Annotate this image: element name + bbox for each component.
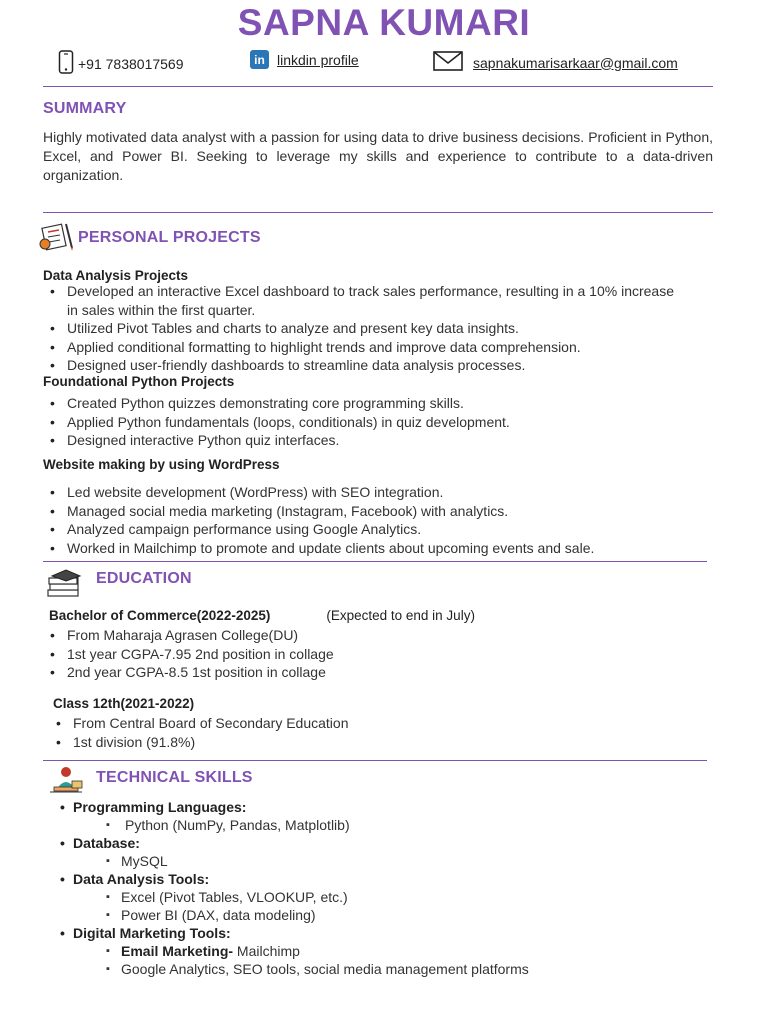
list-item: • 2nd year CGPA-8.5 1st position in collage — [43, 663, 643, 682]
contact-phone — [58, 50, 184, 77]
summary-text: Highly motivated data analyst with a passion for using data to drive business decisions. Proficient in Python, Excel, and Power BI. Seeking to leverage my skills and experience to contribute to a data-driven organization. — [43, 129, 713, 183]
list-item: • 1st division (91.8%) — [49, 733, 649, 752]
skills-title: TECHNICAL SKILLS — [96, 769, 253, 786]
skill-sublabel: Email Marketing- — [121, 943, 234, 959]
skill-item: ▪ Python (NumPy, Pandas, Matplotlib) — [55, 816, 529, 834]
list-item: • From Central Board of Secondary Education — [49, 714, 649, 733]
candidate-name: SAPNA KUMARI — [237, 2, 531, 43]
divider — [43, 212, 713, 213]
email-link[interactable]: sapnakumarisarkaar@gmail.com — [473, 54, 678, 71]
skill-item: ▪ MySQL — [55, 852, 529, 870]
projects-icon — [38, 220, 76, 259]
education-icon — [46, 568, 84, 605]
summary-title: SUMMARY — [43, 100, 127, 117]
list-item: • Led website development (WordPress) with SEO integration. — [43, 483, 703, 502]
project-group-title: Website making by using WordPress — [43, 457, 280, 472]
list-item: • Analyzed campaign performance using Google Analytics. — [43, 520, 703, 539]
skill-item: ▪ Excel (Pivot Tables, VLOOKUP, etc.) — [55, 888, 529, 906]
contact-linkedin — [250, 50, 359, 69]
education-title: EDUCATION — [96, 570, 192, 587]
list-item: • Applied Python fundamentals (loops, conditionals) in quiz development. — [43, 413, 683, 432]
skills-list — [55, 798, 529, 978]
skill-category: • Database: — [55, 834, 529, 852]
project-list — [43, 483, 703, 557]
project-list — [43, 394, 683, 450]
project-group-title: Foundational Python Projects — [43, 374, 235, 389]
degree-note: (Expected to end in July) — [326, 608, 475, 623]
list-item: • Designed interactive Python quiz interfaces. — [43, 431, 683, 450]
degree-name: Bachelor of Commerce(2022-2025) — [49, 608, 271, 623]
skill-item: ▪ Power BI (DAX, data modeling) — [55, 906, 529, 924]
list-item: • Worked in Mailchimp to promote and update clients about upcoming events and sale. — [43, 539, 703, 558]
list-item: • Created Python quizzes demonstrating core programming skills. — [43, 394, 683, 413]
school-list — [49, 714, 649, 751]
skill-item: ▪ Google Analytics, SEO tools, social media management platforms — [55, 960, 529, 978]
skill-value: Mailchimp — [233, 943, 300, 959]
list-item: • Managed social media marketing (Instagram, Facebook) with analytics. — [43, 502, 703, 521]
phone-number: +91 7838017569 — [78, 55, 184, 72]
linkedin-icon: in — [250, 50, 269, 69]
skill-category: • Digital Marketing Tools: — [55, 924, 529, 942]
degree-list — [43, 626, 643, 682]
skill-item — [55, 942, 529, 960]
list-item: • Utilized Pivot Tables and charts to analyze and present key data insights. — [43, 319, 683, 338]
contact-email — [433, 50, 678, 75]
phone-icon — [58, 50, 74, 77]
degree-title — [49, 608, 475, 623]
list-item: • Designed user-friendly dashboards to streamline data analysis processes. — [43, 356, 683, 375]
divider — [43, 86, 713, 87]
skills-icon — [46, 765, 86, 800]
project-group-title: Data Analysis Projects — [43, 268, 189, 283]
list-item: • 1st year CGPA-7.95 2nd position in collage — [43, 645, 643, 664]
divider — [43, 561, 707, 562]
mail-icon — [433, 50, 463, 75]
skill-category: • Programming Languages: — [55, 798, 529, 816]
school-title: Class 12th(2021-2022) — [53, 696, 195, 711]
projects-title: PERSONAL PROJECTS — [78, 229, 261, 246]
list-item: • Applied conditional formatting to highlight trends and improve data comprehension. — [43, 338, 683, 357]
skill-category: • Data Analysis Tools: — [55, 870, 529, 888]
list-item: • Developed an interactive Excel dashboard to track sales performance, resulting in a 10% increase in sales within the first quarter. — [43, 282, 683, 319]
list-item: • From Maharaja Agrasen College(DU) — [43, 626, 643, 645]
project-list — [43, 282, 683, 375]
linkedin-link[interactable]: linkdin profile — [277, 51, 359, 68]
divider — [43, 760, 707, 761]
